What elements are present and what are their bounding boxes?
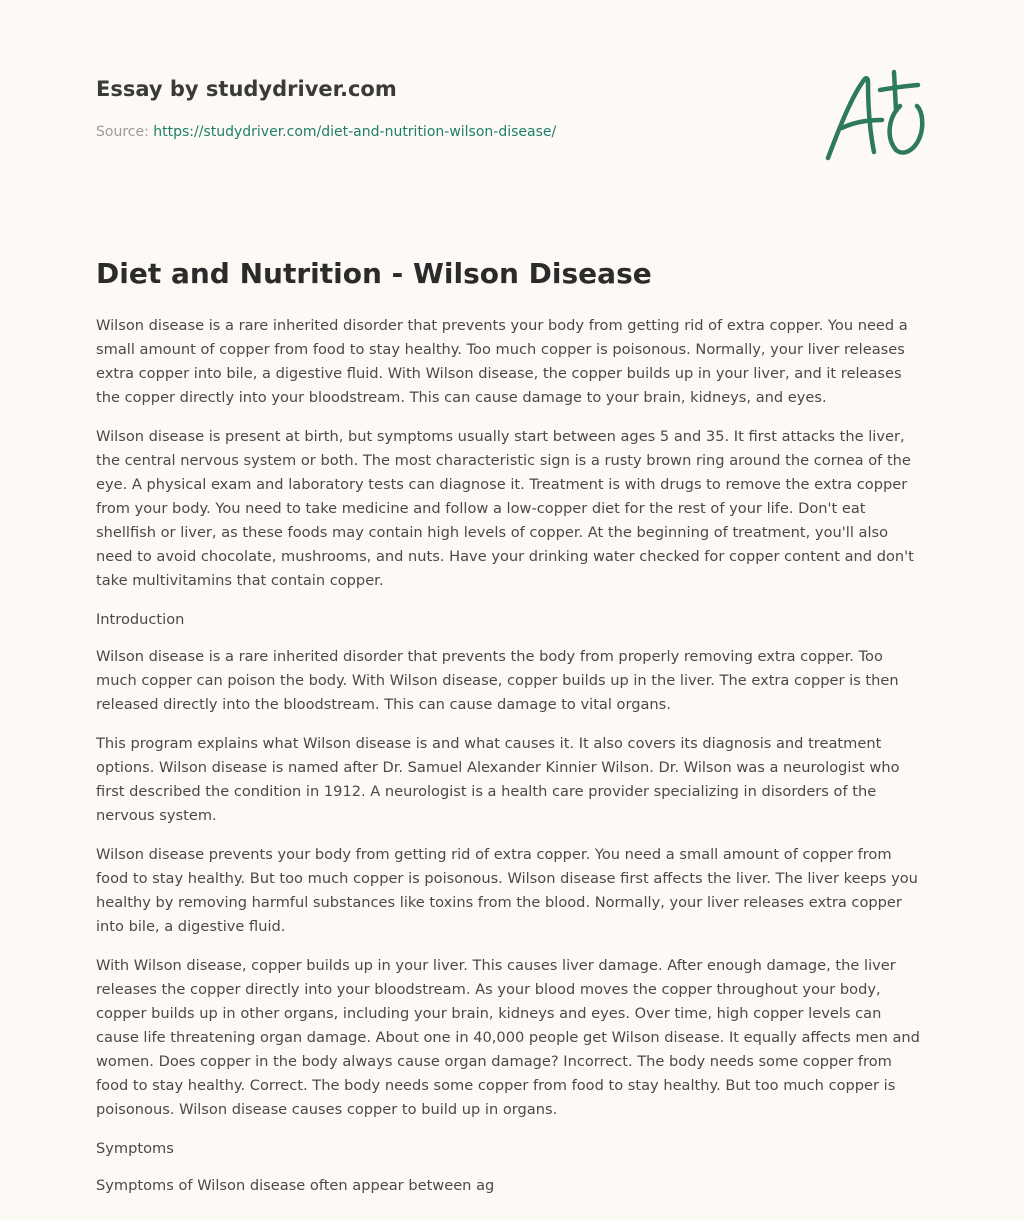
source-line xyxy=(96,122,796,142)
body-paragraph: Wilson disease is a rare inherited disorder that prevents your body from getting rid of extra copper. You need a small amount of copper from food to stay healthy. Too much copper is poisonous. Normally, your liver releases extra copper into bile, a digestive fluid. With Wilson disease, the copper builds up in your liver, and it releases the copper directly into your bloodstream. This can cause damage to your brain, kidneys, and eyes. xyxy=(96,317,908,406)
a-plus-icon xyxy=(818,66,930,170)
essay-title: Diet and Nutrition - Wilson Disease xyxy=(96,257,652,290)
source-label: Source: xyxy=(96,124,154,140)
section-heading-symptoms: Symptoms xyxy=(96,1140,174,1157)
essay-body xyxy=(96,314,928,1213)
body-paragraph: Wilson disease is present at birth, but symptoms usually start between ages 5 and 35. It first attacks the liver, the central nervous system or both. The most characteristic sign is a rusty brown ring around the cornea of the eye. A physical exam and laboratory tests can diagnose it. Treatment is with drugs to remove the extra copper from your body. You need to take medicine and follow a low-copper diet for the rest of your life. Don't eat shellfish or liver, as these foods may contain high levels of copper. At the beginning of treatment, you'll also need to avoid chocolate, mushrooms, and nuts. Have your drinking water checked for copper content and don't take multivitamins that contain copper. xyxy=(96,428,914,589)
body-paragraph: With Wilson disease, copper builds up in your liver. This causes liver damage. After enough damage, the liver releases the copper directly into your bloodstream. As your blood moves the copper throughout your body, copper builds up in other organs, including your brain, kidneys and eyes. Over time, high copper levels can cause life threatening organ damage. About one in 40,000 people get Wilson disease. It equally affects men and women. Does copper in the body always cause organ damage? Incorrect. The body needs some copper from food to stay healthy. Correct. The body needs some copper from food to stay healthy. But too much copper is poisonous. Wilson disease causes copper to build up in organs. xyxy=(96,957,920,1118)
source-link[interactable]: https://studydriver.com/diet-and-nutrition-wilson-disease/ xyxy=(153,124,557,140)
section-heading-introduction: Introduction xyxy=(96,611,185,628)
essay-header xyxy=(96,74,796,142)
body-paragraph: Wilson disease is a rare inherited disorder that prevents the body from properly removing extra copper. Too much copper can poison the body. With Wilson disease, copper builds up in the liver. The extra copper is then released directly into the bloodstream. This can cause damage to vital organs. xyxy=(96,648,899,713)
site-brand: Essay by studydriver.com xyxy=(96,77,397,101)
body-paragraph: Wilson disease prevents your body from getting rid of extra copper. You need a small amount of copper from food to stay healthy. But too much copper is poisonous. Wilson disease first affects the liver. The liver keeps you healthy by removing harmful substances like toxins from the blood. Normally, your liver releases extra copper into bile, a digestive fluid. xyxy=(96,846,918,935)
body-paragraph: This program explains what Wilson disease is and what causes it. It also covers its diagnosis and treatment options. Wilson disease is named after Dr. Samuel Alexander Kinnier Wilson. Dr. Wilson was a neurologist who first described the condition in 1912. A neurologist is a health care provider specializing in disorders of the nervous system. xyxy=(96,735,900,824)
body-paragraph-truncated: Symptoms of Wilson disease often appear between ag xyxy=(96,1177,495,1194)
